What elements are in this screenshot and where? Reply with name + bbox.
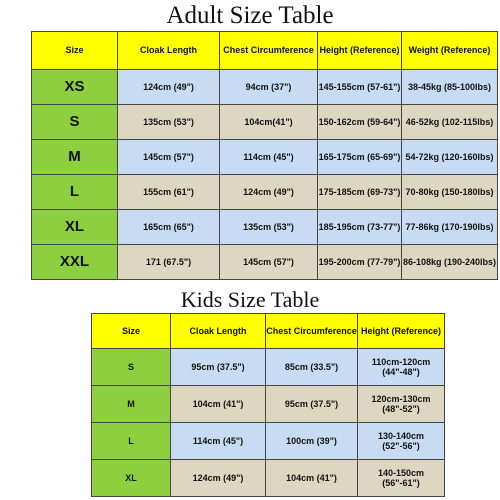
kids-table-header-row	[92, 314, 445, 349]
adult-row-l	[32, 175, 498, 210]
height-cell: 150-162cm (59-64")	[318, 105, 402, 140]
size-cell: XL	[92, 460, 171, 497]
cloak-length-cell: 171 (67.5")	[118, 245, 220, 280]
chest-cell: 145cm (57")	[220, 245, 318, 280]
adult-row-xxl	[32, 245, 498, 280]
cloak-length-cell: 165cm (65")	[118, 210, 220, 245]
adult-header-size: Size	[32, 32, 118, 70]
kids-header-height: Height (Reference)	[358, 314, 445, 349]
chest-cell: 95cm (37.5")	[266, 386, 358, 423]
adult-row-xl	[32, 210, 498, 245]
adult-size-table	[31, 31, 498, 280]
size-cell: L	[32, 175, 118, 210]
height-cell: 130-140cm (52"-56")	[358, 423, 445, 460]
kids-row-l	[92, 423, 445, 460]
size-cell: XL	[32, 210, 118, 245]
size-cell: M	[92, 386, 171, 423]
height-cell: 140-150cm (56"-61")	[358, 460, 445, 497]
adult-row-xs	[32, 70, 498, 105]
adult-row-m	[32, 140, 498, 175]
size-cell: L	[92, 423, 171, 460]
cloak-length-cell: 124cm (49")	[171, 460, 266, 497]
weight-cell: 38-45kg (85-100lbs)	[402, 70, 498, 105]
cloak-length-cell: 145cm (57")	[118, 140, 220, 175]
chest-cell: 94cm (37")	[220, 70, 318, 105]
height-cell: 145-155cm (57-61")	[318, 70, 402, 105]
cloak-length-cell: 104cm (41")	[171, 386, 266, 423]
chest-cell: 104cm(41")	[220, 105, 318, 140]
height-cell: 110cm-120cm (44"-48")	[358, 349, 445, 386]
chest-cell: 85cm (33.5")	[266, 349, 358, 386]
cloak-length-cell: 155cm (61")	[118, 175, 220, 210]
chest-cell: 100cm (39")	[266, 423, 358, 460]
weight-cell: 54-72kg (120-160lbs)	[402, 140, 498, 175]
adult-header-cloak-length: Cloak Length	[118, 32, 220, 70]
chest-cell: 114cm (45")	[220, 140, 318, 175]
kids-size-table-title: Kids Size Table	[180, 287, 320, 312]
adult-table-header-row	[32, 32, 498, 70]
cloak-length-cell: 114cm (45")	[171, 423, 266, 460]
weight-cell: 77-86kg (170-190lbs)	[402, 210, 498, 245]
kids-header-size: Size	[92, 314, 171, 349]
height-cell: 165-175cm (65-69")	[318, 140, 402, 175]
weight-cell: 86-108kg (190-240lbs)	[402, 245, 498, 280]
adult-row-s	[32, 105, 498, 140]
height-cell: 195-200cm (77-79")	[318, 245, 402, 280]
kids-row-xl	[92, 460, 445, 497]
adult-header-height: Height (Reference)	[318, 32, 402, 70]
adult-header-weight: Weight (Reference)	[402, 32, 498, 70]
kids-header-chest-circumference: Chest Circumference	[266, 314, 358, 349]
size-cell: XS	[32, 70, 118, 105]
height-cell: 185-195cm (73-77")	[318, 210, 402, 245]
adult-size-table-title: Adult Size Table	[166, 2, 334, 29]
height-cell: 175-185cm (69-73")	[318, 175, 402, 210]
chest-cell: 124cm (49")	[220, 175, 318, 210]
weight-cell: 46-52kg (102-115lbs)	[402, 105, 498, 140]
cloak-length-cell: 135cm (53")	[118, 105, 220, 140]
size-cell: XXL	[32, 245, 118, 280]
kids-row-s	[92, 349, 445, 386]
kids-row-m	[92, 386, 445, 423]
size-cell: S	[92, 349, 171, 386]
chest-cell: 135cm (53")	[220, 210, 318, 245]
kids-size-table	[91, 313, 445, 497]
cloak-length-cell: 124cm (49")	[118, 70, 220, 105]
kids-header-cloak-length: Cloak Length	[171, 314, 266, 349]
weight-cell: 70-80kg (150-180lbs)	[402, 175, 498, 210]
height-cell: 120cm-130cm (48"-52")	[358, 386, 445, 423]
cloak-length-cell: 95cm (37.5")	[171, 349, 266, 386]
chest-cell: 104cm (41")	[266, 460, 358, 497]
size-cell: M	[32, 140, 118, 175]
adult-header-chest-circumference: Chest Circumference	[220, 32, 318, 70]
size-cell: S	[32, 105, 118, 140]
